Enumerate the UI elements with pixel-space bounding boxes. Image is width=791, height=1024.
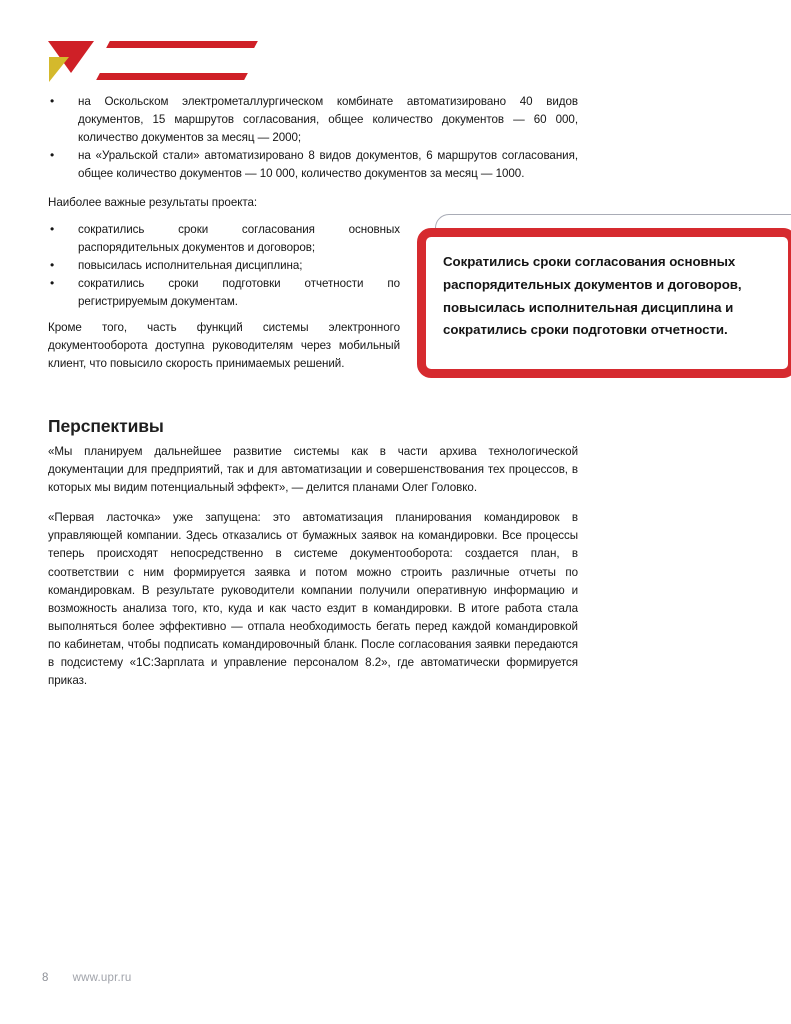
- page-number: 8: [42, 972, 49, 984]
- results-bullet-list: [48, 221, 400, 311]
- list-item: • повысилась исполнительная дисциплина;: [48, 257, 400, 275]
- results-intro: Наиболее важные результаты проекта:: [48, 196, 258, 210]
- triangle-logo-icon: [48, 41, 94, 82]
- list-item: • сократились сроки согласования основных распорядительных документов и договоров;: [48, 221, 400, 257]
- list-item: • на «Уральской стали» автоматизировано 8 видов документов, 6 маршрутов согласования, общее количество документов — 10 000, количество документов за месяц — 1000.: [48, 147, 578, 183]
- body-paragraph: «Первая ласточка» уже запущена: это автоматизация планирования командировок в управляющей компании. Здесь отказались от бумажных заявок на командировки. Все процессы теперь происходят непосредственно в системе документооборота: создается план, в соответствии с ним формируется заявка и потом можно строить различные отчеты по командировкам. В результате руководители компании получили оперативную информацию и возможность анализа того, кто, куда и как часто ездит в командировки. В итоге работа стала выполняться более эффективно — отпала необходимость бегать перед каждой командировкой по кабинетам, чтобы подписать командировочный бланк. После согласования заявки передаются в подсистему «1С:Зарплата и управление персоналом 8.2», где автоматически формируется приказ.: [48, 511, 578, 688]
- page-footer: [42, 972, 132, 984]
- section-banner: [98, 41, 258, 81]
- banner-bar-top: [106, 41, 258, 48]
- masthead: [0, 0, 791, 92]
- banner-bar-bottom: [96, 73, 248, 80]
- lower-content: [48, 443, 578, 690]
- list-item: • сократились сроки подготовки отчетности по регистрируемым документам.: [48, 275, 400, 311]
- pull-quote: [413, 214, 791, 392]
- banner-label: История успеха: [112, 52, 227, 68]
- list-item: • на Оскольском электрометаллургическом комбинате автоматизировано 40 видов документов, 15 маршрутов согласования, общее количество документов — 60 000, количество документов за месяц — 2000;: [48, 93, 578, 147]
- body-paragraph: «Мы планируем дальнейшее развитие системы как в части архива технологической документации для предприятий, так и для автоматизации и совершенствования тех процессов, в которых мы видим потенциальный эффект», — делится планами Олег Головко.: [48, 445, 578, 495]
- footer-site-url[interactable]: www.upr.ru: [72, 972, 132, 984]
- results-closing: Кроме того, часть функций системы электронного документооборота доступна руководителям через мобильный клиент, что повысило скорость принимаемых решений.: [48, 321, 400, 371]
- logo-yellow-triangle: [49, 57, 69, 82]
- top-bullet-list: [48, 93, 578, 183]
- pull-quote-text: Сократились сроки согласования основных распорядительных документов и договоров, повысилась исполнительная дисциплина и сократились сроки подготовки отчетности.: [443, 254, 742, 338]
- section-heading: Перспективы: [48, 415, 164, 436]
- results-block: [48, 194, 400, 373]
